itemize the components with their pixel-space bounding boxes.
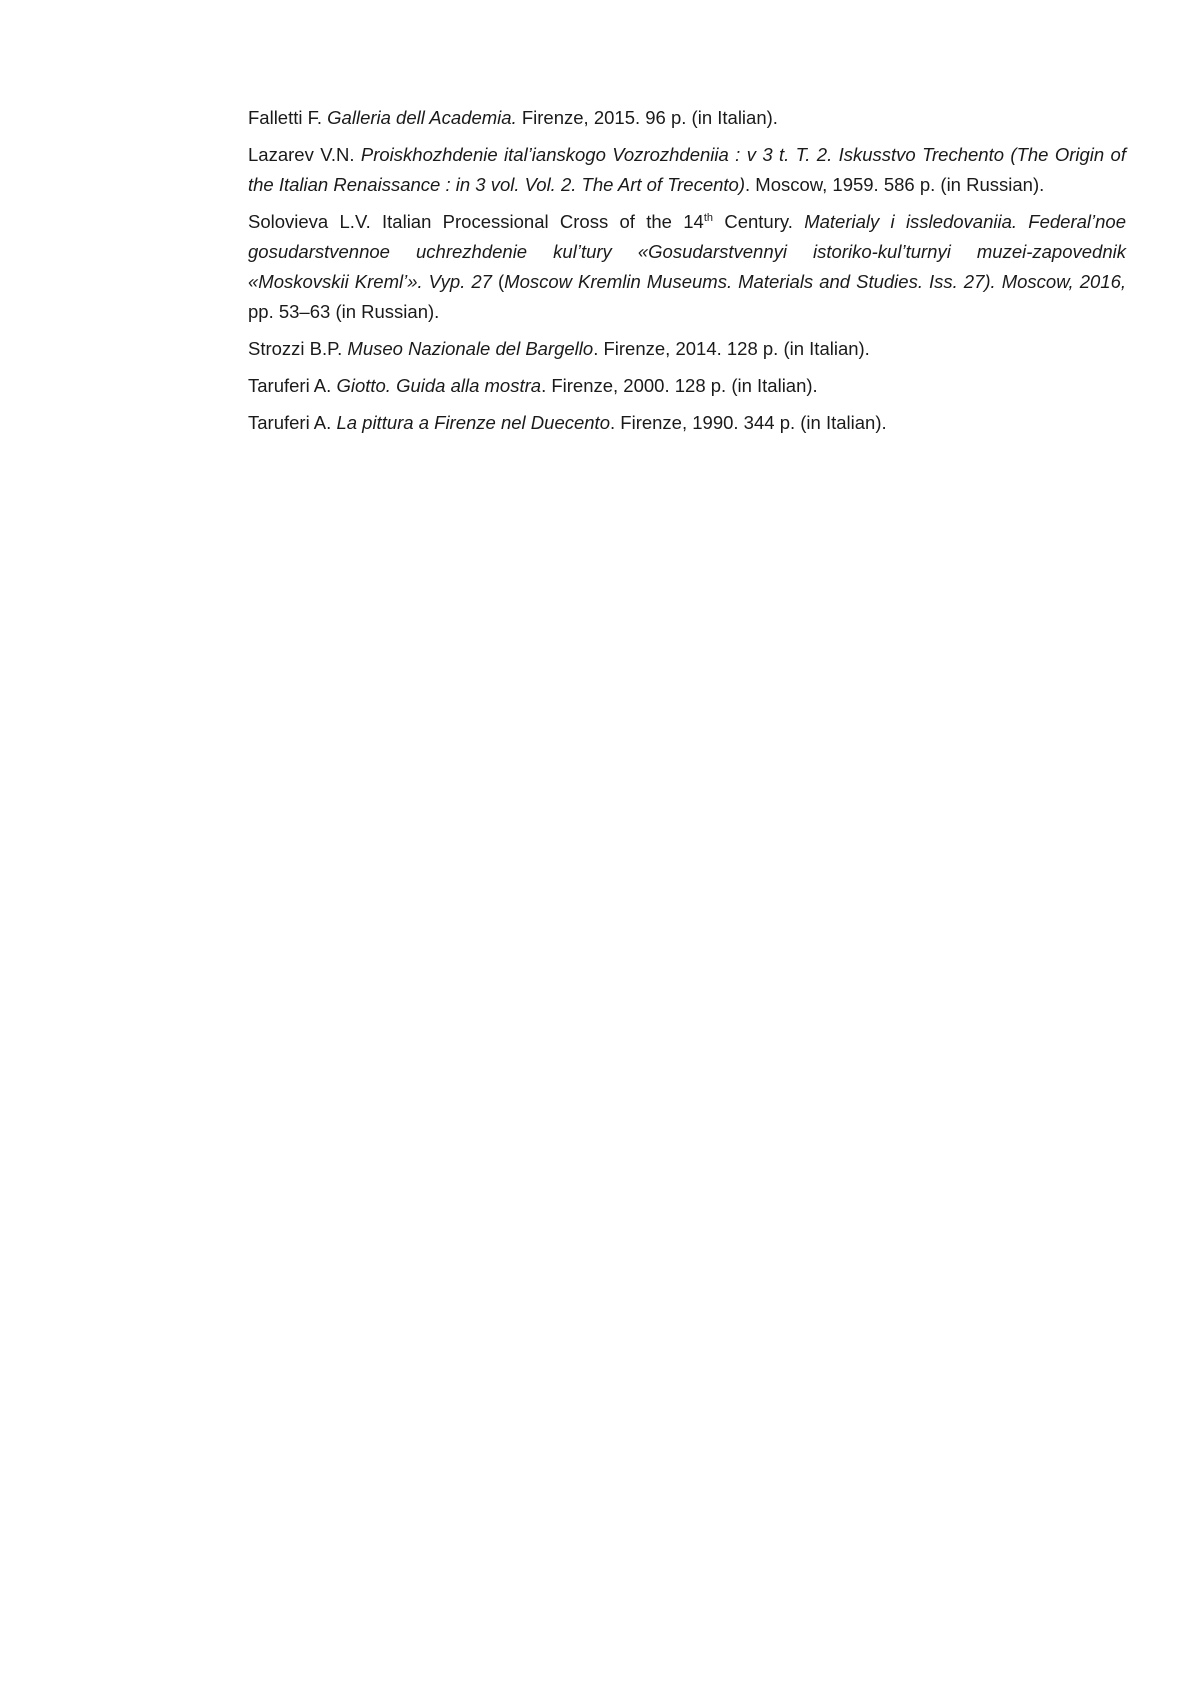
italic-title-text: Materialy i issledovaniia. Federal’noe gosudarstvennoe uchrezhdenie kul’tury «Gosudarstvennyi istoriko-kul’turnyi muzei-zapovednik «Moskovskii Kreml’». Vyp. 27: [248, 211, 1127, 292]
reference-entry: [248, 408, 1126, 438]
reference-entry: [248, 334, 1126, 364]
reference-entry: [248, 207, 1126, 327]
italic-title-text: La pittura a Firenze nel Duecento: [336, 412, 610, 433]
reference-text: Lazarev V.N.: [248, 144, 361, 165]
reference-entry: [248, 371, 1126, 401]
italic-title-text: Museo Nazionale del Bargello: [347, 338, 594, 359]
reference-text: . Firenze, 1990. 344 p. (in Italian).: [610, 412, 887, 433]
reference-text: Strozzi B.P.: [248, 338, 348, 359]
reference-text: . Moscow, 1959. 586 p. (in Russian).: [745, 174, 1045, 195]
italic-title-text: Giotto. Guida alla mostra: [336, 375, 542, 396]
reference-entry: [248, 103, 1126, 133]
reference-text: Taruferi A.: [248, 375, 337, 396]
reference-text: Taruferi A.: [248, 412, 337, 433]
reference-text: Century.: [713, 211, 805, 232]
reference-text: . Firenze, 2014. 128 p. (in Italian).: [593, 338, 870, 359]
reference-text: . Firenze, 2000. 128 p. (in Italian).: [541, 375, 818, 396]
reference-text: Firenze, 2015. 96 p. (in Italian).: [516, 107, 778, 128]
reference-text: (: [491, 271, 505, 292]
italic-title-text: Galleria dell Academia.: [327, 107, 517, 128]
reference-list: [248, 103, 1126, 445]
superscript-text: th: [703, 211, 714, 224]
italic-title-text: Proiskhozhdenie ital’ianskogo Vozrozhdeniia : v 3 t. T. 2. Iskusstvo Trechento (The Origin of the Italian Renaissance : in 3 vol. Vol. 2. The Art of Trecento): [248, 144, 1126, 195]
reference-text: pp. 53–63 (in Russian).: [248, 301, 440, 322]
italic-title-text: Moscow Kremlin Museums. Materials and Studies. Iss. 27). Moscow, 2016,: [504, 271, 1126, 292]
reference-text: Solovieva L.V. Italian Processional Cross of the 14: [248, 211, 704, 232]
reference-text: Falletti F.: [248, 107, 328, 128]
reference-entry: [248, 140, 1126, 200]
